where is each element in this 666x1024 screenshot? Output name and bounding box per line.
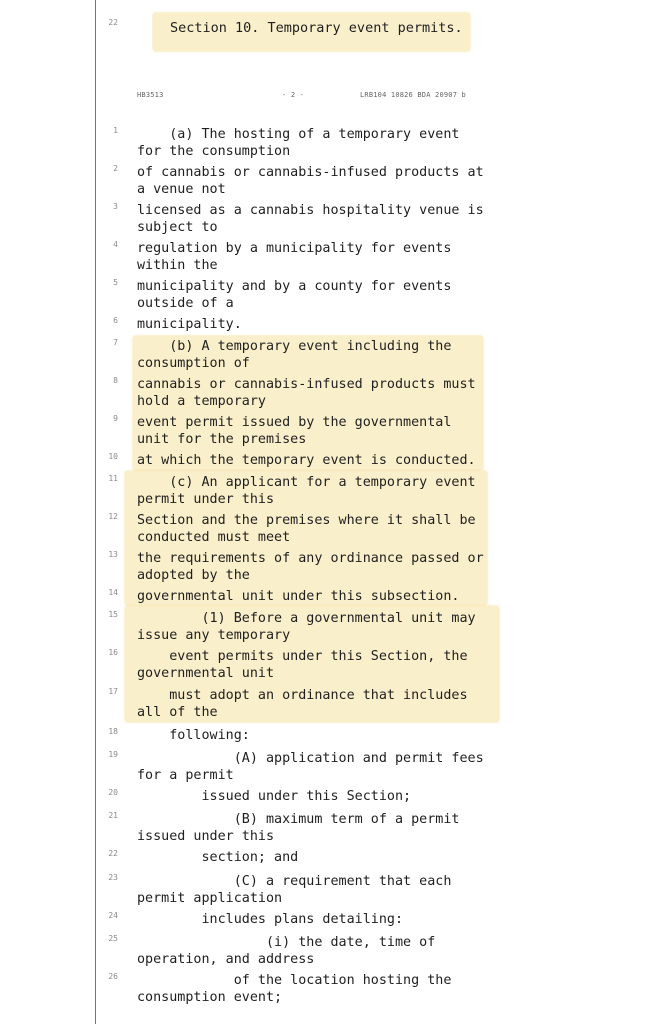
line-number: 5	[113, 278, 118, 287]
bill-text-line-wrap: conducted must meet	[137, 530, 291, 545]
bill-text-line: (C) a requirement that each	[137, 874, 452, 889]
bill-text-line-wrap: within the	[137, 258, 218, 273]
bill-text-line: (b) A temporary event including the	[137, 339, 452, 354]
line-number: 25	[108, 934, 118, 943]
bill-text-line: event permits under this Section, the	[137, 649, 468, 664]
line-number: 14	[108, 588, 118, 597]
bill-text-line-wrap: unit for the premises	[137, 432, 307, 447]
line-number: 26	[108, 972, 118, 981]
bill-text-line-wrap: consumption event;	[137, 990, 283, 1005]
bill-text-line: issued under this Section;	[137, 789, 412, 804]
bill-text-line-wrap: for a permit	[137, 768, 234, 783]
line-number: 1	[113, 126, 118, 135]
bill-text-line: (c) An applicant for a temporary event	[137, 475, 476, 490]
bill-text-line: governmental unit under this subsection.	[137, 589, 460, 604]
bill-text-line: (1) Before a governmental unit may	[137, 611, 476, 626]
line-number: 6	[113, 316, 118, 325]
bill-text-line-wrap: subject to	[137, 220, 218, 235]
bill-text-line-wrap: adopted by the	[137, 568, 250, 583]
line-number: 21	[108, 811, 118, 820]
line-number: 10	[108, 452, 118, 461]
bill-text-line: following:	[137, 728, 250, 743]
line-number: 22	[108, 849, 118, 858]
bill-text-line: (A) application and permit fees	[137, 751, 484, 766]
bill-text-line: cannabis or cannabis-infused products must	[137, 377, 476, 392]
left-margin-rule	[95, 0, 96, 1024]
bill-text-line: (B) maximum term of a permit	[137, 812, 460, 827]
line-number: 15	[108, 610, 118, 619]
bill-text-line: of cannabis or cannabis-infused products at	[137, 165, 484, 180]
bill-text-line: section; and	[137, 850, 299, 865]
line-number: 13	[108, 550, 118, 559]
bill-text-line-wrap: consumption of	[137, 356, 250, 371]
bill-text-line: of the location hosting the	[137, 973, 452, 988]
line-number: 12	[108, 512, 118, 521]
line-number: 20	[108, 788, 118, 797]
line-number: 11	[108, 474, 118, 483]
line-number: 8	[113, 376, 118, 385]
bill-text-line: (a) The hosting of a temporary event	[137, 127, 460, 142]
bill-text-line-wrap: governmental unit	[137, 666, 275, 681]
bill-text-line-wrap: permit application	[137, 891, 283, 906]
header-lrb-reference: LRB104 10826 BDA 20907 b	[360, 91, 466, 99]
bill-text-line: regulation by a municipality for events	[137, 241, 452, 256]
line-number: 16	[108, 648, 118, 657]
line-number: 24	[108, 911, 118, 920]
bill-text-line: at which the temporary event is conducted.	[137, 453, 476, 468]
line-number: 7	[113, 338, 118, 347]
bill-text-line: the requirements of any ordinance passed or	[137, 551, 484, 566]
bill-text-line: event permit issued by the governmental	[137, 415, 452, 430]
section-title: Section 10. Temporary event permits.	[170, 20, 463, 36]
bill-text-line: includes plans detailing:	[137, 912, 404, 927]
bill-text-line-wrap: all of the	[137, 705, 218, 720]
line-number: 23	[108, 873, 118, 882]
bill-text-line-wrap: permit under this	[137, 492, 275, 507]
header-bill-number: HB3513	[137, 91, 164, 99]
bill-text-line: (i) the date, time of	[137, 935, 436, 950]
bill-text-line-wrap: operation, and address	[137, 952, 315, 967]
bill-text-line-wrap: a venue not	[137, 182, 226, 197]
line-number: 2	[113, 164, 118, 173]
bill-text-line-wrap: issue any temporary	[137, 628, 291, 643]
line-number: 19	[108, 750, 118, 759]
bill-text-line-wrap: outside of a	[137, 296, 234, 311]
bill-text-line-wrap: for the consumption	[137, 144, 291, 159]
bill-text-line-wrap: hold a temporary	[137, 394, 266, 409]
bill-text-line: licensed as a cannabis hospitality venue is	[137, 203, 484, 218]
bill-text-line: must adopt an ordinance that includes	[137, 688, 468, 703]
bill-text-line: Section and the premises where it shall be	[137, 513, 476, 528]
bill-text-line: municipality and by a county for events	[137, 279, 452, 294]
bill-text-line-wrap: issued under this	[137, 829, 275, 844]
bill-text-line: municipality.	[137, 317, 242, 332]
line-number: 17	[108, 687, 118, 696]
line-number: 4	[113, 240, 118, 249]
line-number: 18	[108, 727, 118, 736]
header-page-number: - 2 -	[282, 91, 305, 99]
line-number-top: 22	[108, 18, 118, 27]
line-number: 9	[113, 414, 118, 423]
line-number: 3	[113, 202, 118, 211]
